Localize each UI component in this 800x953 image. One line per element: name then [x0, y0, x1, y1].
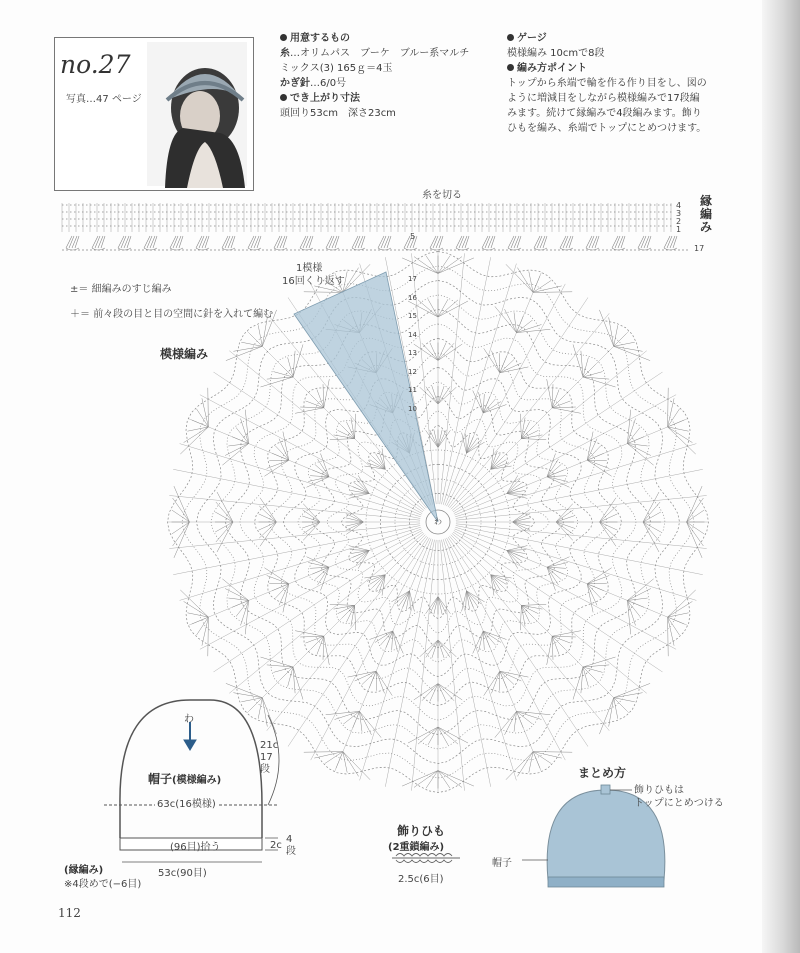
finish-hat-label: 帽子 — [492, 858, 512, 869]
height-label — [260, 740, 278, 776]
height-value: 21c — [260, 740, 279, 751]
gauge-title: ゲージ — [517, 33, 547, 44]
edge-rows-value: 4 — [286, 834, 293, 845]
cut-yarn-label: 糸を切る — [422, 190, 462, 201]
schematic-top-label: わ — [184, 714, 194, 725]
pattern-number: no.27 — [60, 50, 131, 79]
finish-title: まとめ方 — [578, 766, 627, 780]
repeat-label-1: 1模様 — [296, 263, 323, 274]
edge-row-number: 4 — [676, 201, 682, 210]
edge-row-number: 2 — [676, 217, 682, 226]
edge-note: ※4段めで(−6目) — [64, 879, 142, 890]
size-value: 頭回り53cm 深さ23cm — [280, 108, 396, 119]
edge-row-number: 3 — [676, 209, 682, 218]
bottom-width-label: 53c(90目) — [158, 868, 207, 879]
hook-value: …6/0号 — [310, 78, 347, 89]
main-row-labels — [408, 270, 417, 418]
legend-item-1 — [70, 280, 172, 295]
edge-title: (縁編み) — [64, 865, 104, 876]
row-label: 16 — [408, 293, 417, 302]
row-label: 14 — [408, 330, 417, 339]
points-title: 編み方ポイント — [517, 63, 587, 74]
edge-rows-unit: 段 — [286, 846, 296, 857]
legend-symbol: ＋＝ — [70, 309, 90, 320]
points-line: ように増減目をしながら模様編みで17段編 — [507, 93, 700, 104]
gauge-value: 模様編み 10cmで8段 — [507, 48, 605, 59]
size-title: でき上がり寸法 — [290, 93, 360, 104]
row-label: 17 — [408, 275, 417, 283]
edge-repeat-marker: 5 — [410, 232, 416, 241]
page-number: 112 — [58, 906, 81, 920]
edge-row-numbers — [676, 202, 681, 234]
repeat-label-2: 16回くり返す — [282, 276, 345, 287]
schematic-title-sub: (模様編み) — [172, 775, 222, 786]
tie-title: 飾りひも — [397, 824, 446, 838]
hook-label: かぎ針 — [280, 78, 310, 89]
tie-length: 2.5c(6目) — [398, 874, 444, 885]
pickup-label: (96目)拾う — [170, 842, 221, 853]
finish-note-1: 飾りひもは — [634, 785, 684, 796]
edge-row-number: 1 — [676, 225, 682, 234]
legend-symbol: ±＝ — [70, 284, 89, 295]
yarn-line-2: ミックス(3) 165ｇ＝4玉 — [280, 63, 393, 74]
row-label: 10 — [408, 404, 417, 413]
legend-text: 細編みのすじ編み — [91, 284, 172, 295]
finish-note-2: トップにとめつける — [634, 798, 724, 809]
yarn-line-1: …オリムパス ブーケ ブルー系マルチ — [290, 48, 470, 59]
row-label: 11 — [408, 386, 417, 394]
row-label: 13 — [408, 349, 417, 357]
edge-chart — [62, 203, 690, 250]
circumference-label: 63c(16模様) — [155, 795, 218, 810]
materials-title: 用意するもの — [290, 33, 350, 44]
tie-diagram — [392, 854, 460, 863]
height-rows-unit: 段 — [260, 764, 270, 775]
points-line: ひもを編み、糸端でトップにとめつけます。 — [507, 123, 707, 134]
points-line: みます。続けて縁編みで4段編みます。飾り — [507, 108, 702, 119]
edge-height-label: 2c — [270, 840, 282, 851]
photo-reference: 写真…47 ページ — [66, 94, 142, 105]
points-line: トップから糸端で輪を作る作り目をし、図の — [507, 78, 707, 89]
height-rows: 17 — [260, 752, 273, 763]
main-chart-title: 模様編み — [160, 347, 209, 361]
legend-item-2 — [70, 305, 273, 320]
edge-chart-title: 縁編み — [700, 194, 713, 234]
row-label: 12 — [408, 367, 417, 376]
legend-text: 前々段の目と目の空間に針を入れて編む — [93, 309, 274, 320]
tie-subtitle: (2重鎖編み) — [388, 842, 445, 853]
yarn-label: 糸 — [280, 48, 290, 59]
center-ring-label: わ — [434, 517, 442, 526]
schematic-title — [148, 770, 221, 787]
edge-last-row: 17 — [694, 244, 705, 253]
row-label: 15 — [408, 312, 417, 320]
edge-rows-label — [286, 834, 296, 858]
schematic-title-main: 帽子 — [148, 772, 173, 786]
